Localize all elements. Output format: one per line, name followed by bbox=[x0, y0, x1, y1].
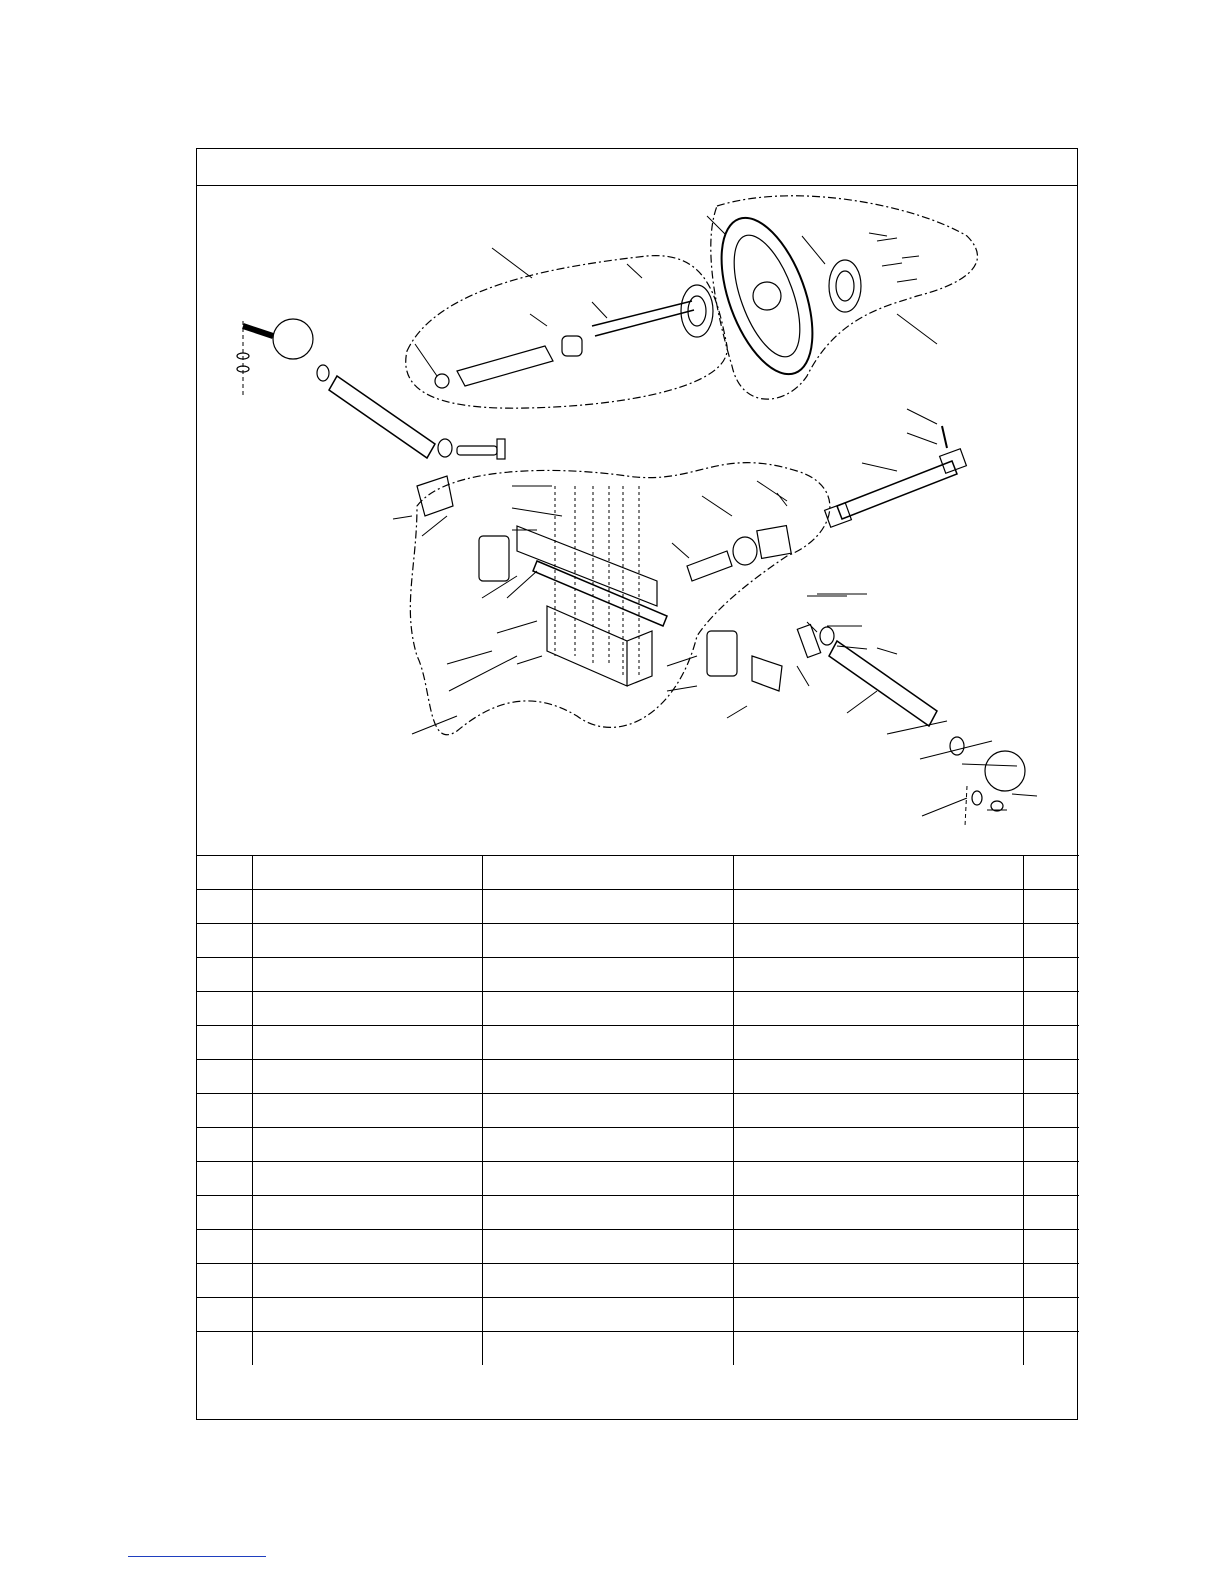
boot-left bbox=[479, 536, 509, 581]
table-cell bbox=[482, 890, 733, 924]
table-cell bbox=[733, 1332, 1023, 1366]
header-specification bbox=[733, 856, 1023, 890]
table-cell bbox=[733, 1094, 1023, 1128]
column-clip bbox=[435, 374, 449, 388]
table-cell bbox=[1023, 958, 1079, 992]
header-item-no bbox=[197, 856, 252, 890]
table-cell bbox=[197, 924, 252, 958]
table-cell bbox=[733, 1162, 1023, 1196]
table-cell bbox=[252, 1264, 482, 1298]
pinion-bearing bbox=[733, 537, 757, 565]
table-cell bbox=[482, 924, 733, 958]
table-cell bbox=[733, 1298, 1023, 1332]
table-cell bbox=[1023, 1298, 1079, 1332]
pinch-bolt-right bbox=[797, 625, 820, 658]
table-cell bbox=[733, 958, 1023, 992]
jam-nut-right bbox=[950, 737, 964, 755]
column-shaft bbox=[592, 301, 694, 336]
table-cell bbox=[197, 1128, 252, 1162]
table-cell bbox=[197, 1162, 252, 1196]
table-cell bbox=[482, 1094, 733, 1128]
table-cell bbox=[252, 1094, 482, 1128]
yoke-left bbox=[417, 476, 453, 516]
table-cell bbox=[1023, 1264, 1079, 1298]
adapter-ring bbox=[829, 260, 861, 312]
table-cell bbox=[482, 1230, 733, 1264]
header-part-no bbox=[252, 856, 482, 890]
exploded-view-drawing bbox=[197, 186, 1077, 855]
rack-bar bbox=[533, 561, 667, 626]
diagram-title bbox=[197, 149, 1077, 186]
table-cell bbox=[733, 1060, 1023, 1094]
table-cell bbox=[252, 1332, 482, 1366]
table-cell bbox=[733, 1196, 1023, 1230]
table-cell bbox=[733, 1128, 1023, 1162]
table-cell bbox=[197, 1264, 252, 1298]
yoke-right bbox=[752, 656, 782, 691]
table-cell bbox=[197, 1026, 252, 1060]
table-cell bbox=[252, 1026, 482, 1060]
column-tube bbox=[457, 346, 553, 386]
ball-joint-right bbox=[985, 751, 1025, 791]
header-qty bbox=[1023, 856, 1079, 890]
column-bearing bbox=[562, 336, 582, 356]
pinion-shaft bbox=[687, 551, 732, 581]
wheel-hub bbox=[753, 282, 781, 310]
table-row bbox=[197, 1298, 1079, 1332]
table-cell bbox=[1023, 1060, 1079, 1094]
table-cell bbox=[482, 1162, 733, 1196]
table-cell bbox=[482, 958, 733, 992]
table-row bbox=[197, 924, 1079, 958]
table-cell bbox=[482, 1264, 733, 1298]
table-cell bbox=[252, 1196, 482, 1230]
table-cell bbox=[252, 924, 482, 958]
rack-mount-block bbox=[547, 606, 627, 686]
table-cell bbox=[197, 1196, 252, 1230]
table-row bbox=[197, 1026, 1079, 1060]
table-cell bbox=[197, 890, 252, 924]
ball-joint-left bbox=[273, 319, 313, 359]
table-cell bbox=[1023, 1230, 1079, 1264]
boot-right bbox=[707, 631, 737, 676]
header-description bbox=[482, 856, 733, 890]
table-cell bbox=[482, 1298, 733, 1332]
table-row bbox=[197, 1060, 1079, 1094]
table-row bbox=[197, 958, 1079, 992]
table-cell bbox=[197, 992, 252, 1026]
table-cell bbox=[1023, 1196, 1079, 1230]
table-row bbox=[197, 1128, 1079, 1162]
pinion-flange bbox=[757, 526, 791, 559]
table-cell bbox=[252, 958, 482, 992]
table-cell bbox=[1023, 1332, 1079, 1366]
pinch-bolt bbox=[457, 446, 497, 455]
rack-group-outline bbox=[410, 463, 830, 735]
wheel-bolts bbox=[877, 238, 919, 282]
steering-assembly-illustration bbox=[197, 186, 1079, 855]
table-cell bbox=[1023, 924, 1079, 958]
table-row bbox=[197, 890, 1079, 924]
table-cell bbox=[733, 890, 1023, 924]
table-cell bbox=[482, 1332, 733, 1366]
table-row bbox=[197, 1196, 1079, 1230]
table-cell bbox=[252, 992, 482, 1026]
table-cell bbox=[482, 1026, 733, 1060]
table-cell bbox=[197, 1060, 252, 1094]
table-cell bbox=[733, 1230, 1023, 1264]
column-group-outline bbox=[406, 256, 727, 409]
table-cell bbox=[1023, 1026, 1079, 1060]
table-cell bbox=[197, 1298, 252, 1332]
table-cell bbox=[482, 1196, 733, 1230]
intermediate-shaft bbox=[837, 461, 957, 519]
table-cell bbox=[482, 992, 733, 1026]
table-cell bbox=[252, 1128, 482, 1162]
leader-lines bbox=[393, 216, 1037, 816]
table-cell bbox=[1023, 1128, 1079, 1162]
table-cell bbox=[252, 1230, 482, 1264]
table-cell bbox=[197, 1230, 252, 1264]
table-cell bbox=[482, 1060, 733, 1094]
table-cell bbox=[1023, 890, 1079, 924]
table-cell bbox=[252, 1060, 482, 1094]
table-cell bbox=[197, 1094, 252, 1128]
parts-table-header-row bbox=[197, 856, 1079, 890]
u-joint-upper bbox=[940, 449, 967, 473]
table-cell bbox=[197, 1332, 252, 1366]
parts-diagram-frame bbox=[196, 148, 1078, 1420]
table-cell bbox=[197, 958, 252, 992]
parts-list-table bbox=[197, 855, 1079, 1365]
table-cell bbox=[252, 1298, 482, 1332]
tie-rod-right bbox=[829, 641, 937, 726]
table-row bbox=[197, 1332, 1079, 1366]
wheel-group-outline bbox=[711, 196, 978, 399]
table-cell bbox=[733, 1264, 1023, 1298]
table-row bbox=[197, 1264, 1079, 1298]
footer-link-underline bbox=[128, 1556, 266, 1557]
table-cell bbox=[733, 992, 1023, 1026]
table-cell bbox=[733, 924, 1023, 958]
adapter-plate bbox=[681, 285, 713, 337]
table-row bbox=[197, 1230, 1079, 1264]
table-cell bbox=[252, 1162, 482, 1196]
table-cell bbox=[482, 1128, 733, 1162]
table-cell bbox=[1023, 1094, 1079, 1128]
table-row bbox=[197, 1162, 1079, 1196]
jam-nut-left bbox=[317, 365, 329, 381]
table-cell bbox=[252, 890, 482, 924]
table-row bbox=[197, 992, 1079, 1026]
table-cell bbox=[1023, 992, 1079, 1026]
table-cell bbox=[1023, 1162, 1079, 1196]
steering-wheel-rim bbox=[703, 206, 831, 386]
table-row bbox=[197, 1094, 1079, 1128]
table-cell bbox=[733, 1026, 1023, 1060]
